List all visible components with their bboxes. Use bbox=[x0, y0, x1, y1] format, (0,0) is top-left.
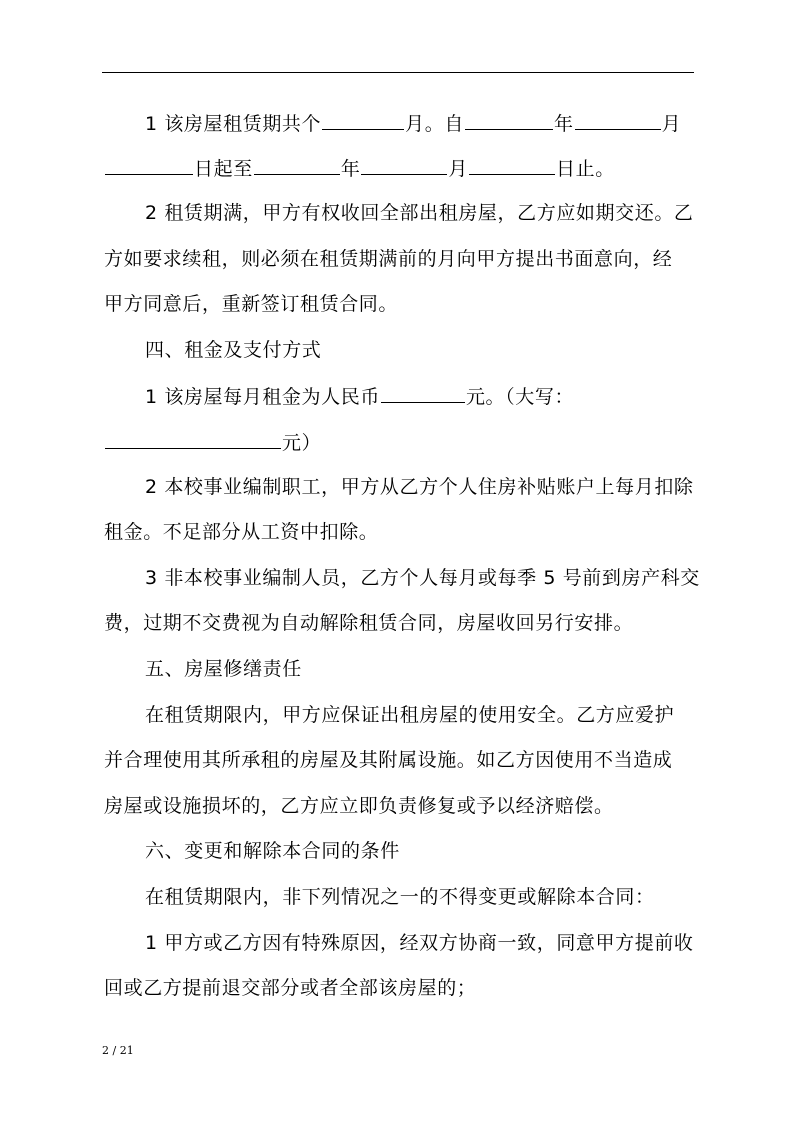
header-rule bbox=[102, 72, 694, 73]
text-segment: 元） bbox=[282, 432, 322, 454]
fill-blank bbox=[575, 110, 661, 130]
page-number: 2 / 21 bbox=[102, 1044, 134, 1057]
text-segment: 元。（大写： bbox=[465, 386, 575, 408]
text-line: 房屋或设施损坏的，乙方应立即负责修复或予以经济赔偿。 bbox=[104, 795, 614, 817]
text-segment: 月 bbox=[661, 113, 682, 135]
text-line bbox=[104, 155, 615, 181]
fill-blank bbox=[254, 155, 340, 175]
text-line: 回或乙方提前退交部分或者全部该房屋的； bbox=[104, 977, 477, 999]
text-segment: 日止。 bbox=[556, 158, 615, 180]
text-segment: 年 bbox=[340, 158, 361, 180]
text-line: 并合理使用其所承租的房屋及其附属设施。如乙方因使用不当造成 bbox=[104, 749, 673, 771]
text-line: 2 租赁期满，甲方有权收回全部出租房屋，乙方应如期交还。乙 bbox=[145, 202, 694, 224]
text-line: 租金。不足部分从工资中扣除。 bbox=[104, 521, 379, 543]
text-line: 甲方同意后，重新签订租赁合同。 bbox=[104, 293, 399, 315]
fill-blank bbox=[469, 155, 555, 175]
text-segment: 日起至 bbox=[194, 158, 253, 180]
text-segment: 1 该房屋每月租金为人民币 bbox=[145, 386, 380, 408]
section-heading: 四、租金及支付方式 bbox=[145, 339, 322, 361]
text-line: 2 本校事业编制职工，甲方从乙方个人住房补贴账户上每月扣除 bbox=[145, 476, 694, 498]
text-line: 方如要求续租，则必须在租赁期满前的月向甲方提出书面意向，经 bbox=[104, 248, 673, 270]
text-line: 在租赁期限内，非下列情况之一的不得变更或解除本合同： bbox=[145, 886, 655, 908]
section-heading: 五、房屋修缮责任 bbox=[145, 658, 302, 680]
text-line bbox=[145, 110, 681, 136]
fill-blank bbox=[105, 155, 193, 175]
text-segment: 1 该房屋租赁期共个 bbox=[145, 113, 322, 135]
text-line: 费，过期不交费视为自动解除租赁合同，房屋收回另行安排。 bbox=[104, 612, 634, 634]
fill-blank bbox=[361, 155, 447, 175]
text-line: 在租赁期限内，甲方应保证出租房屋的使用安全。乙方应爱护 bbox=[145, 704, 675, 726]
text-line: 3 非本校事业编制人员，乙方个人每月或每季 5 号前到房产科交 bbox=[145, 567, 700, 589]
fill-blank bbox=[105, 429, 281, 449]
fill-blank bbox=[322, 110, 404, 130]
text-segment: 月。自 bbox=[405, 113, 464, 135]
section-heading: 六、变更和解除本合同的条件 bbox=[145, 840, 400, 862]
text-segment: 月 bbox=[448, 158, 469, 180]
text-line bbox=[104, 429, 321, 455]
fill-blank bbox=[465, 110, 553, 130]
text-line: 1 甲方或乙方因有特殊原因，经双方协商一致，同意甲方提前收 bbox=[145, 932, 694, 954]
text-segment: 年 bbox=[553, 113, 574, 135]
fill-blank bbox=[381, 383, 465, 403]
text-line bbox=[145, 383, 574, 409]
